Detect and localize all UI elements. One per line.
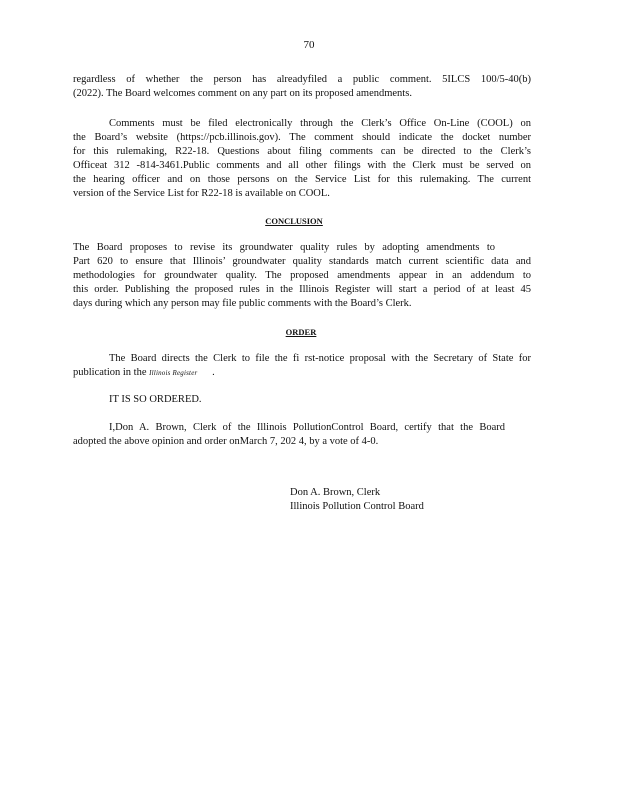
text-line: I,Don A. Brown, Clerk of the Illinois PollutionControl Board, certify that the Board	[109, 422, 505, 433]
paragraph-certification	[73, 421, 531, 449]
paragraph-filing-comments	[73, 117, 531, 201]
text-line: adopted the above opinion and order onMarch 7, 202 4, by a vote of 4-0.	[73, 436, 379, 447]
text-line: the hearing officer and on those persons on the Service List for this rulemaking. The current	[73, 174, 531, 185]
section-heading-conclusion: CONCLUSION	[265, 216, 323, 226]
paragraph-order	[73, 352, 531, 380]
text-line	[73, 366, 531, 380]
text-line: Comments must be filed electronically through the Clerk’s Office On-Line (COOL) on	[109, 118, 531, 129]
text-line: days during which any person may file public comments with the Board’s Clerk.	[73, 298, 412, 309]
text-line: regardless of whether the person has alreadyfiled a public comment. 5ILCS 100/5-40(b)	[73, 74, 531, 85]
illinois-register-italic: Illinois Register	[149, 369, 198, 377]
text-line: The Board directs the Clerk to file the fi rst-notice proposal with the Secretary of State for	[109, 353, 531, 364]
text-line: Officeat 312 -814-3461.Public comments and all other filings with the Clerk must be served on	[73, 160, 531, 171]
so-ordered-line	[73, 393, 531, 407]
signature-name: Don A. Brown, Clerk	[290, 487, 381, 498]
text-line: methodologies for groundwater quality. The proposed amendments appear in an addendum to	[73, 270, 531, 281]
text-line: The Board proposes to revise its groundwater quality rules by adopting amendments to	[73, 242, 495, 253]
signature-organization: Illinois Pollution Control Board	[290, 501, 424, 512]
text-fragment: .	[212, 367, 215, 378]
paragraph-public-comment	[73, 73, 531, 101]
text-line: (2022). The Board welcomes comment on any part on its proposed amendments.	[73, 88, 412, 99]
text-line: for this rulemaking, R22-18. Questions about filing comments can be directed to the Clerk’s	[73, 146, 531, 157]
text-line: this order. Publishing the proposed rules in the Illinois Register will start a period of at least 45	[73, 284, 531, 295]
signature-block	[290, 486, 424, 514]
section-heading-order: ORDER	[285, 327, 317, 337]
text-fragment: publication in the	[73, 367, 147, 378]
text-line: IT IS SO ORDERED.	[109, 394, 202, 405]
text-line: version of the Service List for R22-18 is available on COOL.	[73, 188, 330, 199]
text-line: the Board’s website (https://pcb.illinois.gov). The comment should indicate the docket number	[73, 132, 531, 143]
paragraph-conclusion	[73, 241, 531, 311]
page-number: 70	[303, 39, 315, 51]
text-line: Part 620 to ensure that Illinois’ groundwater quality standards match current scientific data and	[73, 256, 531, 267]
